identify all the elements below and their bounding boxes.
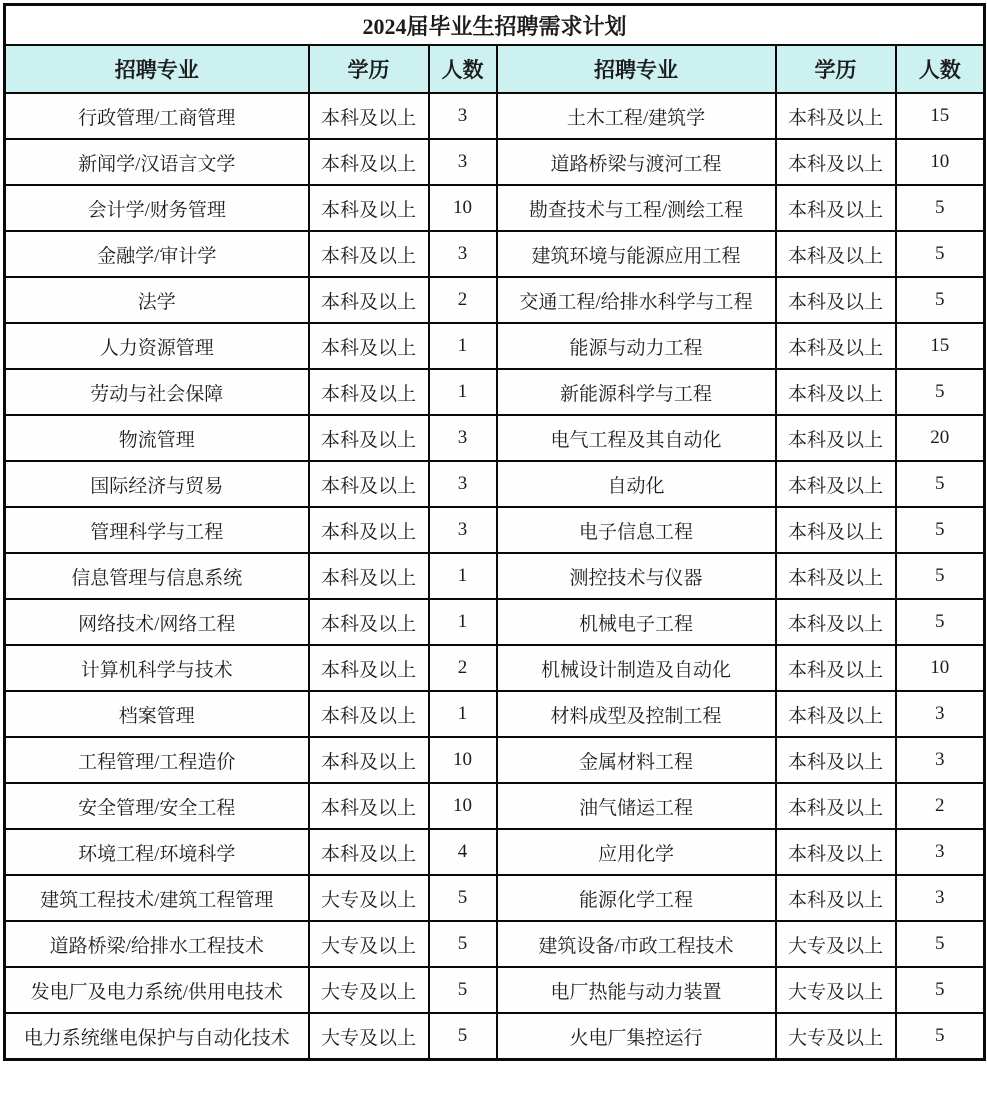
count-cell-right: 5	[896, 461, 985, 507]
major-cell-right: 能源与动力工程	[497, 323, 776, 369]
count-cell-right: 15	[896, 93, 985, 139]
major-cell-left: 建筑工程技术/建筑工程管理	[5, 875, 309, 921]
education-cell-left: 大专及以上	[309, 921, 429, 967]
education-cell-left: 本科及以上	[309, 783, 429, 829]
table-row	[5, 921, 985, 967]
education-cell-right: 本科及以上	[776, 645, 896, 691]
education-cell-left: 本科及以上	[309, 277, 429, 323]
table-row	[5, 323, 985, 369]
education-cell-right: 本科及以上	[776, 691, 896, 737]
major-cell-left: 工程管理/工程造价	[5, 737, 309, 783]
count-cell-right: 5	[896, 185, 985, 231]
education-cell-right: 本科及以上	[776, 599, 896, 645]
education-cell-right: 本科及以上	[776, 737, 896, 783]
major-cell-left: 道路桥梁/给排水工程技术	[5, 921, 309, 967]
count-cell-right: 5	[896, 921, 985, 967]
education-cell-left: 本科及以上	[309, 93, 429, 139]
major-cell-left: 会计学/财务管理	[5, 185, 309, 231]
major-cell-right: 道路桥梁与渡河工程	[497, 139, 776, 185]
major-cell-left: 法学	[5, 277, 309, 323]
count-cell-left: 1	[429, 369, 497, 415]
table-row	[5, 691, 985, 737]
count-cell-left: 5	[429, 875, 497, 921]
education-cell-right: 本科及以上	[776, 277, 896, 323]
education-cell-left: 本科及以上	[309, 599, 429, 645]
table-row	[5, 93, 985, 139]
count-cell-right: 5	[896, 1013, 985, 1060]
header-count-left: 人数	[429, 45, 497, 93]
count-cell-left: 1	[429, 323, 497, 369]
education-cell-right: 本科及以上	[776, 783, 896, 829]
education-cell-right: 本科及以上	[776, 829, 896, 875]
count-cell-right: 5	[896, 967, 985, 1013]
major-cell-right: 测控技术与仪器	[497, 553, 776, 599]
education-cell-left: 本科及以上	[309, 369, 429, 415]
table-row	[5, 875, 985, 921]
table-row	[5, 277, 985, 323]
count-cell-left: 2	[429, 645, 497, 691]
count-cell-left: 10	[429, 185, 497, 231]
major-cell-left: 物流管理	[5, 415, 309, 461]
count-cell-left: 5	[429, 967, 497, 1013]
education-cell-right: 本科及以上	[776, 507, 896, 553]
count-cell-right: 5	[896, 369, 985, 415]
count-cell-left: 3	[429, 507, 497, 553]
education-cell-right: 大专及以上	[776, 967, 896, 1013]
education-cell-left: 本科及以上	[309, 553, 429, 599]
major-cell-right: 金属材料工程	[497, 737, 776, 783]
count-cell-right: 5	[896, 599, 985, 645]
major-cell-left: 计算机科学与技术	[5, 645, 309, 691]
education-cell-left: 本科及以上	[309, 231, 429, 277]
table-title: 2024届毕业生招聘需求计划	[5, 5, 985, 46]
table-header-row	[5, 45, 985, 93]
count-cell-left: 3	[429, 461, 497, 507]
major-cell-right: 材料成型及控制工程	[497, 691, 776, 737]
major-cell-right: 自动化	[497, 461, 776, 507]
table-row	[5, 829, 985, 875]
education-cell-left: 本科及以上	[309, 461, 429, 507]
table-row	[5, 967, 985, 1013]
count-cell-left: 2	[429, 277, 497, 323]
education-cell-left: 大专及以上	[309, 1013, 429, 1060]
header-education-right: 学历	[776, 45, 896, 93]
major-cell-right: 能源化学工程	[497, 875, 776, 921]
table-body	[5, 93, 985, 1060]
table-row	[5, 553, 985, 599]
major-cell-right: 应用化学	[497, 829, 776, 875]
table-row	[5, 231, 985, 277]
table-row	[5, 507, 985, 553]
count-cell-right: 10	[896, 139, 985, 185]
education-cell-left: 本科及以上	[309, 415, 429, 461]
count-cell-left: 5	[429, 1013, 497, 1060]
major-cell-left: 发电厂及电力系统/供用电技术	[5, 967, 309, 1013]
major-cell-right: 火电厂集控运行	[497, 1013, 776, 1060]
count-cell-right: 5	[896, 553, 985, 599]
table-row	[5, 185, 985, 231]
education-cell-left: 本科及以上	[309, 691, 429, 737]
count-cell-right: 15	[896, 323, 985, 369]
major-cell-right: 机械设计制造及自动化	[497, 645, 776, 691]
header-count-right: 人数	[896, 45, 985, 93]
major-cell-left: 新闻学/汉语言文学	[5, 139, 309, 185]
major-cell-right: 建筑设备/市政工程技术	[497, 921, 776, 967]
education-cell-right: 本科及以上	[776, 415, 896, 461]
major-cell-right: 机械电子工程	[497, 599, 776, 645]
education-cell-left: 本科及以上	[309, 185, 429, 231]
major-cell-left: 劳动与社会保障	[5, 369, 309, 415]
count-cell-right: 5	[896, 277, 985, 323]
major-cell-right: 建筑环境与能源应用工程	[497, 231, 776, 277]
education-cell-right: 本科及以上	[776, 93, 896, 139]
education-cell-right: 本科及以上	[776, 461, 896, 507]
count-cell-left: 1	[429, 553, 497, 599]
table-row	[5, 737, 985, 783]
table-row	[5, 645, 985, 691]
count-cell-left: 3	[429, 231, 497, 277]
count-cell-right: 3	[896, 691, 985, 737]
education-cell-left: 大专及以上	[309, 875, 429, 921]
count-cell-right: 10	[896, 645, 985, 691]
education-cell-left: 本科及以上	[309, 737, 429, 783]
count-cell-right: 2	[896, 783, 985, 829]
header-education-left: 学历	[309, 45, 429, 93]
count-cell-right: 3	[896, 737, 985, 783]
education-cell-right: 本科及以上	[776, 139, 896, 185]
major-cell-left: 信息管理与信息系统	[5, 553, 309, 599]
count-cell-right: 3	[896, 875, 985, 921]
header-major-left: 招聘专业	[5, 45, 309, 93]
count-cell-left: 3	[429, 139, 497, 185]
count-cell-left: 5	[429, 921, 497, 967]
education-cell-right: 本科及以上	[776, 323, 896, 369]
header-major-right: 招聘专业	[497, 45, 776, 93]
major-cell-right: 交通工程/给排水科学与工程	[497, 277, 776, 323]
count-cell-left: 3	[429, 93, 497, 139]
education-cell-right: 本科及以上	[776, 231, 896, 277]
count-cell-right: 3	[896, 829, 985, 875]
table-row	[5, 139, 985, 185]
education-cell-right: 大专及以上	[776, 921, 896, 967]
major-cell-left: 安全管理/安全工程	[5, 783, 309, 829]
major-cell-right: 电子信息工程	[497, 507, 776, 553]
major-cell-left: 电力系统继电保护与自动化技术	[5, 1013, 309, 1060]
major-cell-left: 管理科学与工程	[5, 507, 309, 553]
education-cell-right: 本科及以上	[776, 553, 896, 599]
major-cell-left: 档案管理	[5, 691, 309, 737]
major-cell-left: 人力资源管理	[5, 323, 309, 369]
count-cell-right: 5	[896, 507, 985, 553]
education-cell-left: 本科及以上	[309, 645, 429, 691]
table-row	[5, 599, 985, 645]
major-cell-right: 油气储运工程	[497, 783, 776, 829]
major-cell-right: 土木工程/建筑学	[497, 93, 776, 139]
count-cell-right: 5	[896, 231, 985, 277]
table-row	[5, 1013, 985, 1060]
table-row	[5, 783, 985, 829]
major-cell-left: 环境工程/环境科学	[5, 829, 309, 875]
major-cell-right: 勘查技术与工程/测绘工程	[497, 185, 776, 231]
education-cell-right: 本科及以上	[776, 875, 896, 921]
count-cell-right: 20	[896, 415, 985, 461]
education-cell-right: 本科及以上	[776, 185, 896, 231]
major-cell-right: 电厂热能与动力装置	[497, 967, 776, 1013]
major-cell-left: 国际经济与贸易	[5, 461, 309, 507]
table-row	[5, 415, 985, 461]
count-cell-left: 3	[429, 415, 497, 461]
major-cell-right: 新能源科学与工程	[497, 369, 776, 415]
count-cell-left: 1	[429, 599, 497, 645]
table-row	[5, 461, 985, 507]
education-cell-left: 本科及以上	[309, 139, 429, 185]
education-cell-left: 本科及以上	[309, 507, 429, 553]
education-cell-right: 本科及以上	[776, 369, 896, 415]
table-row	[5, 369, 985, 415]
recruitment-plan-table	[3, 3, 986, 1061]
education-cell-left: 本科及以上	[309, 323, 429, 369]
count-cell-left: 10	[429, 737, 497, 783]
count-cell-left: 1	[429, 691, 497, 737]
count-cell-left: 4	[429, 829, 497, 875]
table-title-row	[5, 5, 985, 46]
count-cell-left: 10	[429, 783, 497, 829]
major-cell-right: 电气工程及其自动化	[497, 415, 776, 461]
education-cell-left: 大专及以上	[309, 967, 429, 1013]
education-cell-right: 大专及以上	[776, 1013, 896, 1060]
major-cell-left: 金融学/审计学	[5, 231, 309, 277]
major-cell-left: 行政管理/工商管理	[5, 93, 309, 139]
education-cell-left: 本科及以上	[309, 829, 429, 875]
major-cell-left: 网络技术/网络工程	[5, 599, 309, 645]
